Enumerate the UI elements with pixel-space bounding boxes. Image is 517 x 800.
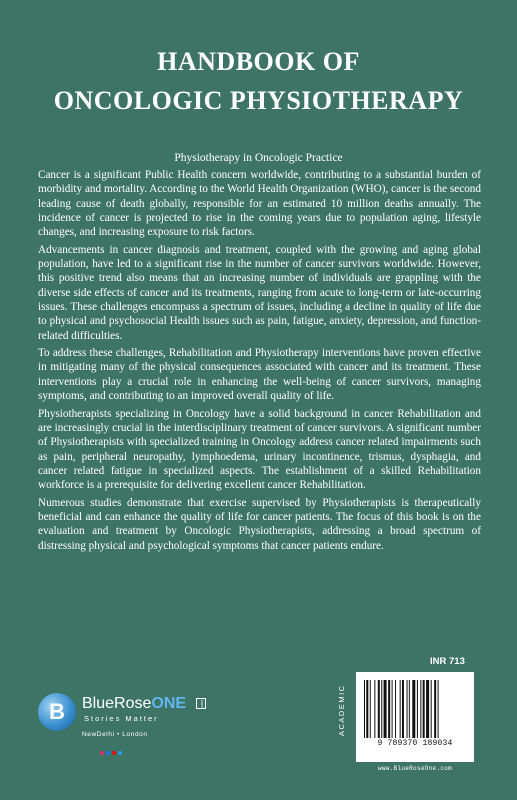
publisher-name <box>82 695 186 713</box>
brand-accent: ONE <box>151 695 187 712</box>
category-label: ACADEMIC <box>337 684 346 736</box>
blurb-paragraph-5: Numerous studies demonstrate that exercise supervised by Physiotherapists is therapeutically beneficial and can enhance the quality of life for cancer patients. The focus of this book is on the evaluation and treatment by Oncologic Physiotherapists, addressing a broad spectrum of distressing physical and psychological symptoms that cancer patients endure. <box>38 496 481 552</box>
blurb-paragraph-1: Cancer is a significant Public Health concern worldwide, contributing to a substantial burden of morbidity and mortality. According to the World Health Organization (WHO), cancer is the second leading cause of death globally, responsible for an estimated 10 million deaths annually. The incidence of cancer is projected to rise in the coming years due to population aging, lifestyle changes, and increasing exposure to risk factors. <box>38 169 481 239</box>
blurb-paragraph-4: Physiotherapists specializing in Oncology have a solid background in cancer Rehabilitation and are increasingly crucial in the interdisciplinary treatment of cancer survivors. A significant number of Physiotherapists with specialized training in Oncology address cancer related impairments such as pain, peripheral neuropathy, lymphoedema, urinary incontinence, trismus, dysphagia, and cancer related fatigue in specialized aspects. The establishment of a skilled Rehabilitation workforce is a prerequisite for delivering excellent cancer Rehabilitation. <box>38 407 481 492</box>
youtube-icon <box>112 751 116 755</box>
isbn-barcode <box>356 672 474 762</box>
blurb-paragraph-2: Advancements in cancer diagnosis and treatment, coupled with the growing and aging global population, have led to a significant rise in the number of cancer survivors worldwide. However, this positive trend also means that an increasing number of individuals are grappling with the diverse side effects of cancer and its treatments, ranging from acute to long-term or late-occurring issues. These challenges encompass a spectrum of issues, including a decline in quality of life due to physical and psychosocial Health issues such as pain, fatigue, anxiety, depression, and function-related difficulties. <box>38 243 481 342</box>
publisher-logo <box>38 693 213 753</box>
isbn-number: 9 789370 189034 <box>377 739 453 748</box>
brand-main: BlueRose <box>82 695 152 712</box>
barcode-icon <box>364 680 466 738</box>
logo-b-icon: B <box>49 699 65 724</box>
facebook-icon <box>106 751 110 755</box>
blurb-paragraph-3: To address these challenges, Rehabilitation and Physiotherapy interventions have proven effective in mitigating many of the physical consequences associated with cancer and its treatment. These interventions play a crucial role in enhancing the well-being of cancer survivors, managing symptoms, and contributing to an improved overall quality of life. <box>38 347 481 403</box>
twitter-icon <box>118 751 122 755</box>
price-label: INR 713 <box>430 656 465 667</box>
publisher-cities: NewDelhi • London <box>82 731 148 738</box>
publisher-tagline: Stories Matter <box>84 714 159 723</box>
title-line-2: ONCOLOGIC PHYSIOTHERAPY <box>53 86 464 115</box>
subtitle: Physiotherapy in Oncologic Practice <box>174 152 343 164</box>
social-icons <box>100 742 124 760</box>
instagram-icon <box>100 751 104 755</box>
publisher-website: www.BlueRoseOne.com <box>377 765 453 772</box>
blurb-text <box>38 168 481 556</box>
brand-domain: .com <box>196 698 206 709</box>
title-line-1: HANDBOOK OF <box>157 47 360 76</box>
